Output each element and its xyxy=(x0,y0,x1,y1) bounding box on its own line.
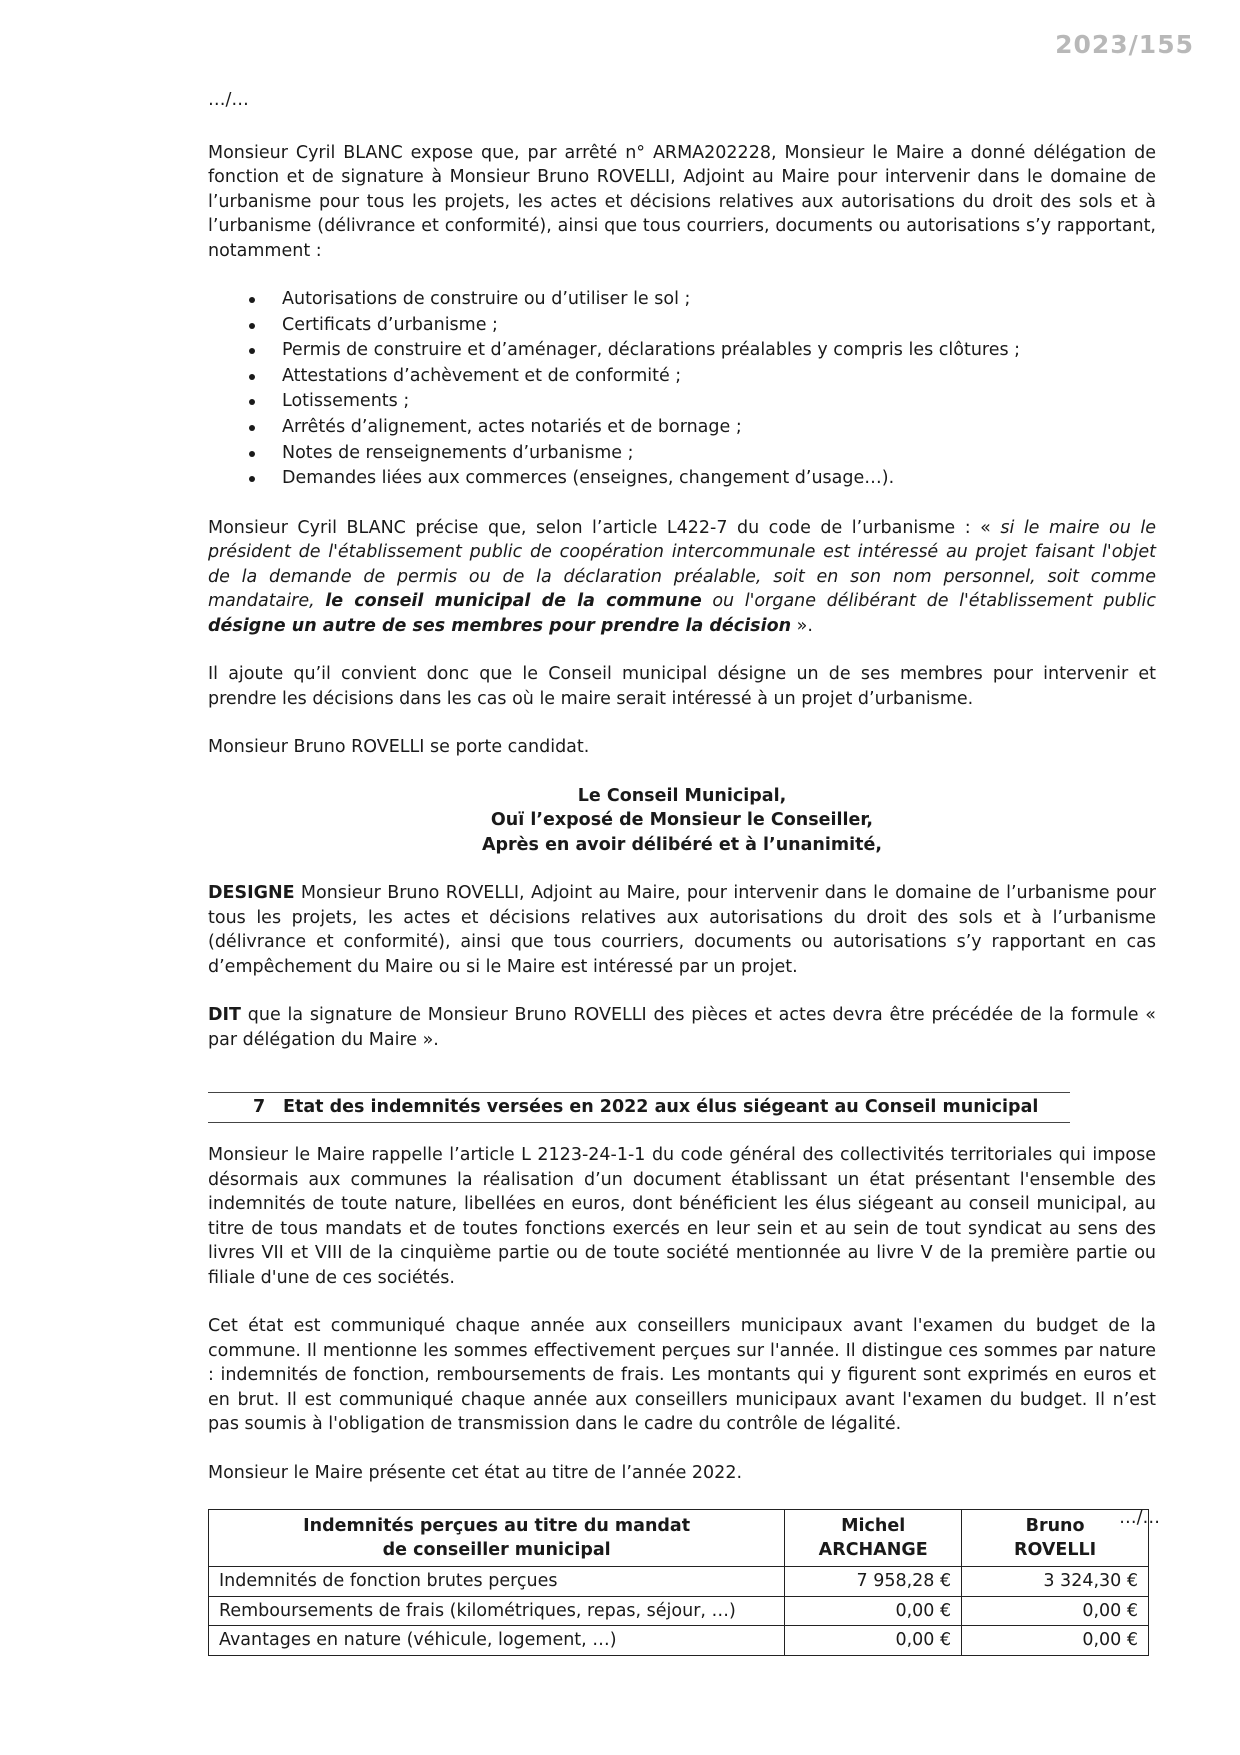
row-label: Indemnités de fonction brutes perçues xyxy=(209,1567,785,1597)
document-body xyxy=(208,88,1156,1656)
quote-part: ou l'organe délibérant de l'établissement public xyxy=(701,591,1156,612)
candidat-paragraph: Monsieur Bruno ROVELLI se porte candidat. xyxy=(208,737,590,758)
dit-paragraph xyxy=(208,1003,1156,1052)
list-item: Lotissements ; xyxy=(282,389,1156,415)
designe-keyword: DESIGNE xyxy=(208,883,295,904)
continuation-bottom: …/… xyxy=(1119,1508,1160,1528)
quote-emphasis: le conseil municipal de la commune xyxy=(325,591,702,612)
dit-keyword: DIT xyxy=(208,1005,241,1026)
table-row xyxy=(209,1596,1149,1626)
council-line: Le Conseil Municipal, xyxy=(577,785,787,806)
list-item: Certificats d’urbanisme ; xyxy=(282,313,1156,339)
header-line: ROVELLI xyxy=(1013,1540,1097,1561)
section-heading xyxy=(208,1092,1070,1123)
header-line: Bruno xyxy=(1025,1516,1085,1537)
continuation-top: …/… xyxy=(208,90,249,110)
council-block xyxy=(208,784,1156,858)
table-row xyxy=(209,1626,1149,1656)
delegation-list xyxy=(208,287,1156,492)
table-header-row xyxy=(209,1510,1149,1567)
indemnities-table xyxy=(208,1509,1149,1656)
rappel-paragraph: Monsieur le Maire rappelle l’article L 2123-24-1-1 du code général des collectivités territoriales qui impose désormais aux communes la réalisation d’un document établissant un état présentant l'ensemble des indemnités de toute nature, libellées en euros, dont bénéficient les élus siégeant au conseil municipal, au titre de tous mandats et de toutes fonctions exercés en leur sein et au sein de tout syndicat au sens des livres VII et VIII de la cinquième partie ou de toute société mentionnée au livre V de la première partie ou filiale d'une de ces sociétés. xyxy=(208,1145,1156,1288)
precision-paragraph xyxy=(208,516,1156,639)
header-line: Indemnités perçues au titre du mandat xyxy=(303,1516,691,1537)
council-line: Après en avoir délibéré et à l’unanimité, xyxy=(481,834,882,855)
list-item: Demandes liées aux commerces (enseignes, changement d’usage…). xyxy=(282,466,1156,492)
intro-paragraph: Monsieur Cyril BLANC expose que, par arrêté n° ARMA202228, Monsieur le Maire a donné délégation de fonction et de signature à Monsieur Bruno ROVELLI, Adjoint au Maire pour intervenir dans le domaine de l’urbanisme pour tous les projets, les actes et décisions relatives aux autorisations du droit des sols et à l’urbanisme (délivrance et conformité), ainsi que tous courriers, documents ou autorisations s’y rapportant, notamment : xyxy=(208,142,1156,261)
section-number: 7 xyxy=(253,1097,266,1118)
list-item: Arrêtés d’alignement, actes notariés et de bornage ; xyxy=(282,415,1156,441)
list-item: Notes de renseignements d’urbanisme ; xyxy=(282,441,1156,467)
quote-emphasis: désigne un autre de ses membres pour prendre la décision xyxy=(208,615,792,636)
designe-text: Monsieur Bruno ROVELLI, Adjoint au Maire, pour intervenir dans le domaine de l’urbanisme pour tous les projets, les actes et décisions relatives aux autorisations du droit des sols et à l’urbanisme (délivrance et conformité), ainsi que tous courriers, documents ou autorisations s’y rapportant en cas d’empêchement du Maire ou si le Maire est intéressé par un projet. xyxy=(208,883,1156,977)
council-line: Ouï l’exposé de Monsieur le Conseiller, xyxy=(490,810,874,831)
dit-text: que la signature de Monsieur Bruno ROVELLI des pièces et actes devra être précédée de la formule « par délégation du Maire ». xyxy=(208,1005,1156,1050)
quote-part: si le maire ou le président de l'établissement public de coopération intercommunale est intéressé au projet faisant l'objet de la demande de permis ou de la déclaration préalable, soit en son nom personnel, soit comme mandataire, xyxy=(208,517,1156,612)
list-item: Autorisations de construire ou d’utiliser le sol ; xyxy=(282,287,1156,313)
page-number: 2023/155 xyxy=(1055,30,1194,59)
column-header-label xyxy=(209,1510,785,1567)
list-item: Permis de construire et d’aménager, déclarations préalables y compris les clôtures ; xyxy=(282,338,1156,364)
communique-paragraph: Cet état est communiqué chaque année aux conseillers municipaux avant l'examen du budget de la commune. Il mentionne les sommes effectivement perçues sur l'année. Il distingue ces sommes par nature : indemnités de fonction, remboursements de frais. Les montants qui y figurent sont exprimés en euros et en brut. Il est communiqué chaque année aux conseillers municipaux avant l'examen du budget. Il n’est pas soumis à l'obligation de transmission dans le cadre du contrôle de légalité. xyxy=(208,1316,1156,1435)
header-line: ARCHANGE xyxy=(818,1540,928,1561)
header-line: Michel xyxy=(841,1516,906,1537)
section-title: Etat des indemnités versées en 2022 aux élus siégeant au Conseil municipal xyxy=(283,1097,1039,1118)
table-row xyxy=(209,1567,1149,1597)
row-value: 7 958,28 € xyxy=(785,1567,962,1597)
row-label: Avantages en nature (véhicule, logement, …) xyxy=(209,1626,785,1656)
precision-lead: Monsieur Cyril BLANC précise que, selon l’article L422-7 du code de l’urbanisme : « xyxy=(208,517,1001,538)
presente-paragraph: Monsieur le Maire présente cet état au titre de l’année 2022. xyxy=(208,1462,743,1483)
list-item: Attestations d’achèvement et de conformité ; xyxy=(282,364,1156,390)
row-value: 0,00 € xyxy=(785,1626,962,1656)
designe-paragraph xyxy=(208,881,1156,979)
column-header-archange xyxy=(785,1510,962,1567)
row-value: 0,00 € xyxy=(785,1596,962,1626)
header-line: de conseiller municipal xyxy=(382,1540,611,1561)
row-value: 3 324,30 € xyxy=(962,1567,1149,1597)
row-label: Remboursements de frais (kilométriques, repas, séjour, …) xyxy=(209,1596,785,1626)
quote-close: ». xyxy=(791,615,813,636)
ajoute-paragraph: Il ajoute qu’il convient donc que le Conseil municipal désigne un de ses membres pour intervenir et prendre les décisions dans les cas où le maire serait intéressé à un projet d’urbanisme. xyxy=(208,664,1156,709)
row-value: 0,00 € xyxy=(962,1596,1149,1626)
row-value: 0,00 € xyxy=(962,1626,1149,1656)
